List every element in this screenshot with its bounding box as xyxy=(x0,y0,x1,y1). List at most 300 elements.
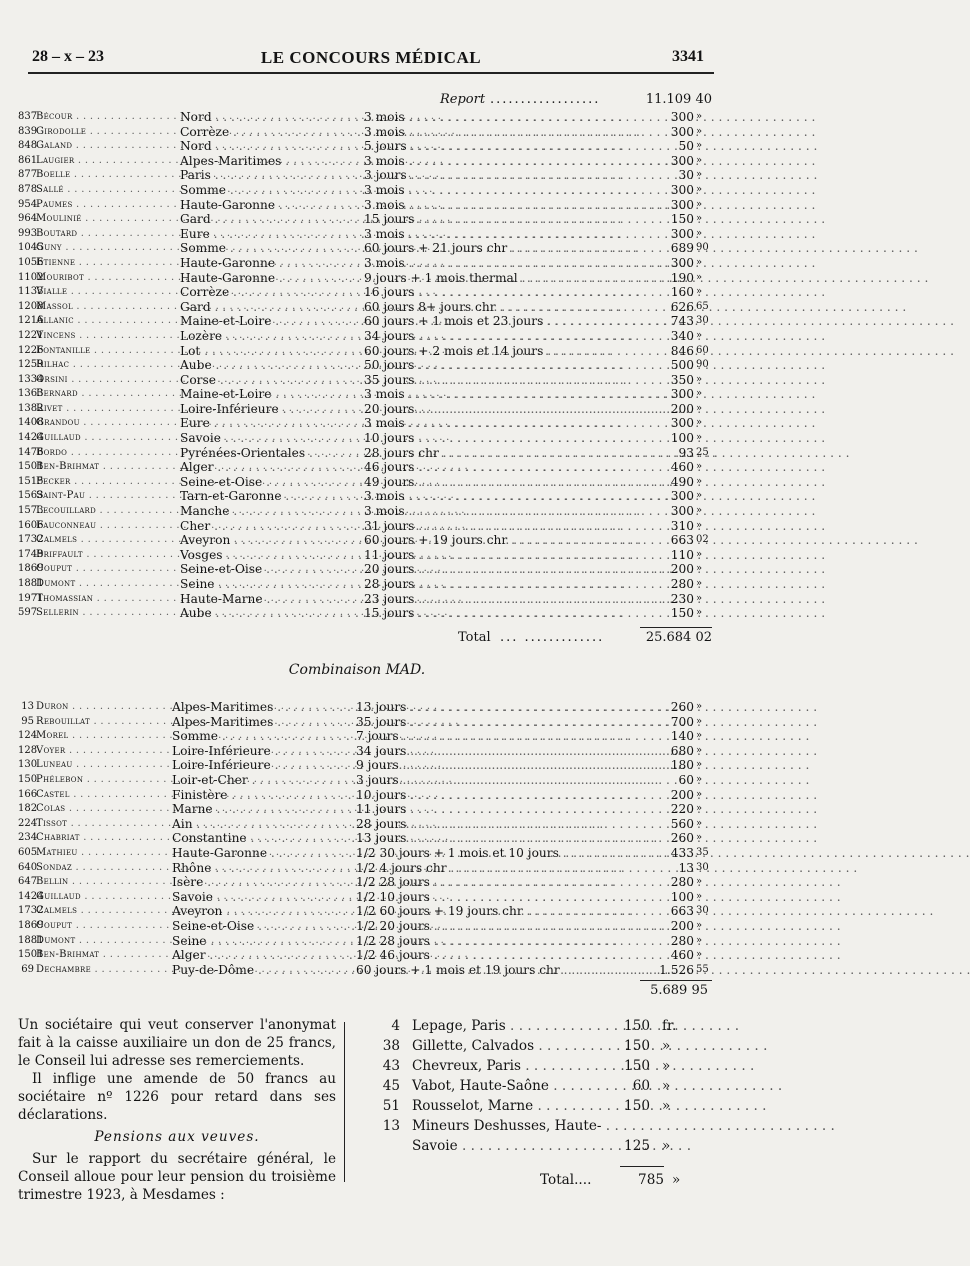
member-number: 124 xyxy=(18,730,38,742)
duration: 1/2 60 jours + 19 jours chr . . . xyxy=(356,904,632,919)
widow-name: Savoie . . . xyxy=(412,1136,612,1156)
amount-francs: 160 xyxy=(670,285,694,300)
amount-centimes: 30 xyxy=(696,861,709,873)
member-number: 647 xyxy=(18,876,38,888)
member-number: 1606 xyxy=(18,519,44,531)
duration: 31 jours . . . xyxy=(364,519,640,534)
page-number: 3341 xyxy=(672,48,704,65)
amount-centimes: » xyxy=(696,773,703,785)
member-name: Girodolle . . . xyxy=(36,125,170,140)
member-name: Voyer . . . xyxy=(36,744,170,759)
table-row xyxy=(0,504,714,519)
amount-francs: 663 xyxy=(670,533,694,548)
amount-centimes: » xyxy=(696,198,703,210)
table-row xyxy=(0,715,714,730)
duration: 10 jours . . . xyxy=(364,431,640,446)
journal-title: LE CONCOURS MÉDICAL xyxy=(260,48,482,67)
pension-amount: 150 xyxy=(624,1038,650,1054)
table-row xyxy=(0,919,714,934)
department: Finistère . . . xyxy=(172,788,352,803)
amount-centimes: » xyxy=(696,475,703,487)
amount-francs: 50 xyxy=(678,139,694,154)
amount-centimes: 60 xyxy=(696,344,709,356)
member-number: 848 xyxy=(18,140,38,152)
member-number: 1869 xyxy=(18,563,44,575)
member-name: Sallé . . . xyxy=(36,183,170,198)
member-number: 1869 xyxy=(18,919,44,931)
member-name: Phélebon . . . xyxy=(36,773,170,788)
member-number: 1424 xyxy=(18,432,44,444)
member-name: Laugier . . . xyxy=(36,154,170,169)
pension-unit: » xyxy=(662,1078,671,1094)
amount-francs: 140 xyxy=(670,729,694,744)
amount-centimes: » xyxy=(696,701,703,712)
member-number: 1382 xyxy=(18,402,44,414)
pension-number: 51 xyxy=(382,1098,400,1114)
member-name: Vincens . . . xyxy=(36,329,170,344)
department: Seine-et-Oise . . . xyxy=(180,475,360,490)
amount-centimes: » xyxy=(696,890,703,902)
department: Alpes-Maritimes . . . xyxy=(172,715,352,730)
member-name: Vialle . . . xyxy=(36,285,170,300)
member-name: Bécour . . . xyxy=(36,110,170,125)
table-row xyxy=(0,212,714,227)
amount-francs: 300 xyxy=(670,489,694,504)
department: Cher . . . xyxy=(180,519,360,534)
department: Haute-Marne . . . xyxy=(180,592,360,607)
duration: 35 jours . . . xyxy=(364,373,640,388)
total-label: Total xyxy=(458,630,491,645)
amount-francs: 300 xyxy=(670,124,694,139)
table-row xyxy=(0,446,714,461)
duration: 1/2 28 jours . . . xyxy=(356,934,632,949)
table-row xyxy=(0,475,714,490)
widow-name: Vabot, Haute-Saône . . . xyxy=(412,1076,612,1096)
pension-amount: 60 xyxy=(632,1078,650,1094)
member-name: Saint-Pau . . . xyxy=(36,489,170,504)
amount-francs: 300 xyxy=(670,255,694,270)
member-number: 993 xyxy=(18,227,38,239)
duration: 3 jours . . . xyxy=(364,168,640,183)
table-row xyxy=(0,314,714,329)
amount-centimes: » xyxy=(696,417,703,429)
member-number: 1971 xyxy=(18,592,44,604)
duration: 46 jours . . . xyxy=(364,460,640,475)
pension-total-rule xyxy=(620,1166,664,1167)
table-row xyxy=(0,519,714,534)
pension-number: 4 xyxy=(391,1018,400,1034)
widow-name: Lepage, Paris . . . xyxy=(412,1016,612,1036)
pension-total-unit: » xyxy=(672,1172,681,1188)
pension-amount: 150 xyxy=(624,1058,650,1074)
duration: 9 jours . . . xyxy=(356,758,632,773)
amount-francs: 300 xyxy=(670,387,694,402)
member-name: Couput . . . xyxy=(36,562,170,577)
table-row xyxy=(0,875,714,890)
department: Haute-Garonne . . . xyxy=(180,271,360,286)
amount-centimes: » xyxy=(696,788,703,800)
duration: 1/2 20 jours . . . xyxy=(356,919,632,934)
duration: 3 mois . . . xyxy=(364,110,640,125)
member-name: Bordo . . . xyxy=(36,446,170,461)
duration: 16 jours . . . xyxy=(364,285,640,300)
duration: 50 jours . . . xyxy=(364,358,640,373)
department: Alger . . . xyxy=(172,948,352,963)
duration: 3 mois . . . xyxy=(364,416,640,431)
member-name: Dechambre . . . xyxy=(36,963,170,978)
pension-list xyxy=(370,1016,700,1156)
amount-francs: 626 xyxy=(670,299,694,314)
table-row xyxy=(0,700,714,715)
member-number: 1563 xyxy=(18,490,44,502)
department: Aube . . . xyxy=(180,606,360,621)
pension-item xyxy=(370,1096,700,1116)
amount-francs: 93 xyxy=(678,445,694,460)
amount-francs: 280 xyxy=(670,577,694,591)
pension-unit: » xyxy=(662,1038,671,1054)
table-row xyxy=(0,110,714,125)
amount-centimes: » xyxy=(696,578,703,589)
table-row xyxy=(0,548,714,563)
member-number: 13 xyxy=(21,701,34,712)
pension-number: 45 xyxy=(382,1078,400,1094)
member-number: 1732 xyxy=(18,905,44,917)
table-row xyxy=(0,592,714,607)
table-row xyxy=(0,788,714,803)
department: Vosges . . . xyxy=(180,548,360,563)
member-name: Galand . . . xyxy=(36,139,170,154)
member-name: Mouribot . . . xyxy=(36,271,170,286)
pension-unit: » xyxy=(662,1098,671,1114)
combination-table xyxy=(0,700,714,977)
table-row xyxy=(0,489,714,504)
duration: 15 jours . . . xyxy=(364,606,640,621)
member-name: Bellin . . . xyxy=(36,875,170,890)
duration: 28 jours . . . xyxy=(356,817,632,832)
amount-centimes: 30 xyxy=(696,315,709,327)
duration: 3 mois . . . xyxy=(364,387,640,402)
table-row xyxy=(0,904,714,919)
member-name: Briffault . . . xyxy=(36,548,170,563)
member-number: 182 xyxy=(18,803,38,815)
amount-centimes: » xyxy=(696,213,703,225)
member-number: 166 xyxy=(18,788,38,800)
amount-francs: 260 xyxy=(670,700,694,714)
combination-total: 5.689 95 xyxy=(650,983,708,998)
duration: 3 mois . . . xyxy=(364,504,640,519)
pension-item xyxy=(370,1036,700,1056)
member-name: Colas . . . xyxy=(36,802,170,817)
table-row xyxy=(0,227,714,242)
member-name: Massol . . . xyxy=(36,300,170,315)
amount-francs: 846 xyxy=(670,343,694,358)
duration: 3 mois . . . xyxy=(364,489,640,504)
amount-francs: 280 xyxy=(670,933,694,948)
amount-francs: 300 xyxy=(670,226,694,241)
header-date: 28 – x – 23 xyxy=(32,48,104,65)
table-row xyxy=(0,183,714,198)
duration: 34 jours . . . xyxy=(364,329,640,344)
table-row xyxy=(0,934,714,949)
department: Loire-Inférieure . . . xyxy=(172,758,352,773)
duration: 23 jours . . . xyxy=(364,592,640,607)
department: Ain . . . xyxy=(172,817,352,832)
amount-francs: 100 xyxy=(670,889,694,904)
amount-centimes: » xyxy=(696,183,703,195)
department: Puy-de-Dôme . . . xyxy=(172,963,352,978)
amount-centimes: » xyxy=(696,563,703,575)
table-row xyxy=(0,846,714,861)
amount-centimes: 25 xyxy=(696,446,709,458)
table-row xyxy=(0,271,714,286)
note-paragraph: Un sociétaire qui veut conserver l'anonymat fait à la caisse auxiliaire un don de 25 francs, le Conseil lui adresse ses remerciements. xyxy=(18,1017,336,1069)
amount-francs: 150 xyxy=(670,212,694,227)
amount-francs: 689 xyxy=(670,241,694,256)
member-name: Orsini . . . xyxy=(36,373,170,388)
member-name: Dumont . . . xyxy=(36,934,170,949)
pension-item-continued xyxy=(370,1136,700,1156)
member-name: Rebouillat . . . xyxy=(36,715,170,730)
department: Isère . . . xyxy=(172,875,352,890)
report-label: Report xyxy=(440,92,486,107)
duration: 3 jours . . . xyxy=(356,773,632,788)
department: Eure . . . xyxy=(180,416,360,431)
member-number: 1102 xyxy=(18,271,44,283)
note-paragraph: Sur le rapport du secrétaire général, le Conseil alloue pour leur pension du troisième trimestre 1923, à Mesdames : xyxy=(18,1151,336,1203)
pension-number: 43 xyxy=(382,1058,400,1074)
amount-francs: 200 xyxy=(670,787,694,802)
table-row xyxy=(0,300,714,315)
duration: 60 jours + 1 mois et 23 jours . . . xyxy=(364,314,640,329)
amount-centimes: 90 xyxy=(696,242,709,254)
department: Gard . . . xyxy=(180,300,360,315)
member-number: 1056 xyxy=(18,256,44,268)
duration: 1/2 46 jours . . . xyxy=(356,948,632,963)
duration: 3 mois . . . xyxy=(364,125,640,140)
duration: 1/2 10 jours . . . xyxy=(356,890,632,905)
pensions-heading: Pensions aux veuves. xyxy=(94,1129,260,1145)
pension-item xyxy=(370,1116,700,1136)
pension-item xyxy=(370,1076,700,1096)
member-number: 1216 xyxy=(18,315,44,327)
amount-centimes: » xyxy=(696,803,703,815)
amount-centimes: » xyxy=(696,919,703,931)
department: Manche . . . xyxy=(180,504,360,519)
amount-centimes: » xyxy=(696,832,703,844)
table-row xyxy=(0,416,714,431)
amount-francs: 310 xyxy=(670,518,694,533)
duration: 60 jours 8+ jours chr . . . xyxy=(364,300,640,315)
amount-francs: 700 xyxy=(670,714,694,729)
member-number: 1208 xyxy=(18,300,44,312)
member-name: Guny . . . xyxy=(36,241,170,256)
amount-centimes: » xyxy=(696,256,703,268)
table-row xyxy=(0,154,714,169)
department: Haute-Garonne . . . xyxy=(180,256,360,271)
amount-centimes: » xyxy=(696,817,703,829)
widow-name: Gillette, Calvados . . . xyxy=(412,1036,612,1056)
pension-unit: » xyxy=(662,1058,671,1074)
amount-centimes: 90 xyxy=(696,359,709,371)
department: Corse . . . xyxy=(180,373,360,388)
department: Nord . . . xyxy=(180,139,360,154)
member-name: Grandou . . . xyxy=(36,416,170,431)
member-number: 878 xyxy=(18,183,38,195)
amount-centimes: » xyxy=(696,548,703,560)
member-number: 1573 xyxy=(18,505,44,517)
table-row xyxy=(0,387,714,402)
member-number: 861 xyxy=(18,154,38,166)
member-number: 964 xyxy=(18,213,38,225)
member-name: Ben-Brihmat . . . xyxy=(36,460,170,475)
department: Seine-et-Oise . . . xyxy=(180,562,360,577)
department: Seine . . . xyxy=(172,934,352,949)
duration: 35 jours . . . xyxy=(356,715,632,730)
table-row xyxy=(0,744,714,759)
department: Maine-et-Loire . . . xyxy=(180,387,360,402)
amount-centimes: 65 xyxy=(696,300,709,312)
table-row xyxy=(0,460,714,475)
amount-francs: 680 xyxy=(670,743,694,758)
member-number: 69 xyxy=(21,963,34,975)
duration: 9 jours + 1 mois thermal . . . xyxy=(364,271,640,286)
department: Constantine . . . xyxy=(172,831,352,846)
department: Pyrénées-Orientales . . . xyxy=(180,446,360,461)
amount-francs: 300 xyxy=(670,197,694,212)
member-name: Calmels . . . xyxy=(36,533,170,548)
amount-centimes: » xyxy=(696,169,703,181)
department: Aveyron . . . xyxy=(180,533,360,548)
amount-francs: 13 xyxy=(678,860,694,875)
duration: 20 jours . . . xyxy=(364,562,640,577)
member-number: 95 xyxy=(21,715,34,727)
duration: 60 jours + 19 jours chr . . . xyxy=(364,533,640,548)
department: Paris . . . xyxy=(180,168,360,183)
pension-amount: 150 xyxy=(624,1098,650,1114)
amount-centimes: 02 xyxy=(696,534,709,546)
table-row xyxy=(0,758,714,773)
member-name: Lecouillard . . . xyxy=(36,504,170,519)
amount-francs: 200 xyxy=(670,918,694,933)
member-name: Mathieu . . . xyxy=(36,846,170,861)
amount-francs: 433 xyxy=(670,845,694,860)
amount-centimes: » xyxy=(696,592,703,604)
member-name: Guillaud . . . xyxy=(36,431,170,446)
department: Gard . . . xyxy=(180,212,360,227)
member-number: 1334 xyxy=(18,373,44,385)
department: Lot . . . xyxy=(180,344,360,359)
department: Aveyron . . . xyxy=(172,904,352,919)
amount-francs: 663 xyxy=(670,904,694,919)
duration: 3 mois . . . xyxy=(364,227,640,242)
pension-amount: 125 xyxy=(624,1138,650,1154)
widow-name: Mineurs Deshusses, Haute- . . . xyxy=(412,1116,652,1136)
sum-rule xyxy=(640,980,712,981)
pension-total-label: Total.... xyxy=(540,1172,592,1188)
amount-centimes: » xyxy=(696,744,703,756)
duration: 5 jours . . . xyxy=(364,139,640,154)
amount-francs: 350 xyxy=(670,372,694,387)
table-row xyxy=(0,329,714,344)
pension-unit: » xyxy=(662,1138,671,1154)
amount-centimes: » xyxy=(696,111,703,122)
department: Corrèze . . . xyxy=(180,125,360,140)
amount-centimes: » xyxy=(696,876,703,888)
member-name: Calmels . . . xyxy=(36,904,170,919)
member-name: Pecker . . . xyxy=(36,475,170,490)
duration: 20 jours . . . xyxy=(364,402,640,417)
amount-centimes: » xyxy=(696,949,703,961)
member-number: 954 xyxy=(18,198,38,210)
amount-francs: 200 xyxy=(670,562,694,577)
member-number: 1226 xyxy=(18,344,44,356)
table-row xyxy=(0,285,714,300)
amount-francs: 490 xyxy=(670,474,694,489)
amount-francs: 460 xyxy=(670,460,694,475)
member-name: Guillaud . . . xyxy=(36,890,170,905)
pension-number: 13 xyxy=(382,1118,400,1134)
amount-centimes: » xyxy=(696,490,703,502)
department: Marne . . . xyxy=(172,802,352,817)
member-number: 837 xyxy=(18,111,38,122)
member-name: Dumont . . . xyxy=(36,577,170,592)
table-row xyxy=(0,861,714,876)
member-number: 1221 xyxy=(18,329,44,341)
amount-centimes: » xyxy=(696,125,703,137)
member-number: 224 xyxy=(18,817,38,829)
duration: 34 jours . . . xyxy=(356,744,632,759)
column-divider xyxy=(344,1022,345,1182)
table-row xyxy=(0,125,714,140)
amount-centimes: » xyxy=(696,140,703,152)
member-name: Castel . . . xyxy=(36,788,170,803)
amount-francs: 300 xyxy=(670,416,694,431)
amount-francs: 220 xyxy=(670,802,694,817)
amount-centimes: » xyxy=(696,461,703,473)
department: Haute-Garonne . . . xyxy=(172,846,352,861)
amount-centimes: » xyxy=(696,329,703,341)
member-number: 1259 xyxy=(18,359,44,371)
duration: 49 jours . . . xyxy=(364,475,640,490)
amount-francs: 300 xyxy=(670,504,694,519)
duration: 3 mois . . . xyxy=(364,256,640,271)
duration: 1/2 28 jours . . . xyxy=(356,875,632,890)
report-line xyxy=(0,92,712,110)
member-number: 234 xyxy=(18,832,38,844)
department: Eure . . . xyxy=(180,227,360,242)
table-row xyxy=(0,256,714,271)
member-number: 150 xyxy=(18,773,38,785)
amount-centimes: » xyxy=(696,607,703,619)
department: Rhône . . . xyxy=(172,861,352,876)
member-number: 839 xyxy=(18,125,38,137)
amount-francs: 280 xyxy=(670,875,694,890)
amount-francs: 300 xyxy=(670,110,694,124)
amount-centimes: » xyxy=(696,271,703,283)
department: Alpes-Maritimes . . . xyxy=(172,700,352,715)
amount-francs: 1.526 xyxy=(659,962,694,977)
duration: 10 jours . . . xyxy=(356,788,632,803)
table-row xyxy=(0,606,714,621)
amount-centimes: » xyxy=(696,388,703,400)
duration: 3 mois . . . xyxy=(364,198,640,213)
amount-francs: 460 xyxy=(670,948,694,963)
amount-francs: 150 xyxy=(670,606,694,621)
member-name: Sellerin . . . xyxy=(36,606,170,621)
allocation-table xyxy=(0,110,714,621)
member-number: 1476 xyxy=(18,446,44,458)
member-name: Moulinié . . . xyxy=(36,212,170,227)
